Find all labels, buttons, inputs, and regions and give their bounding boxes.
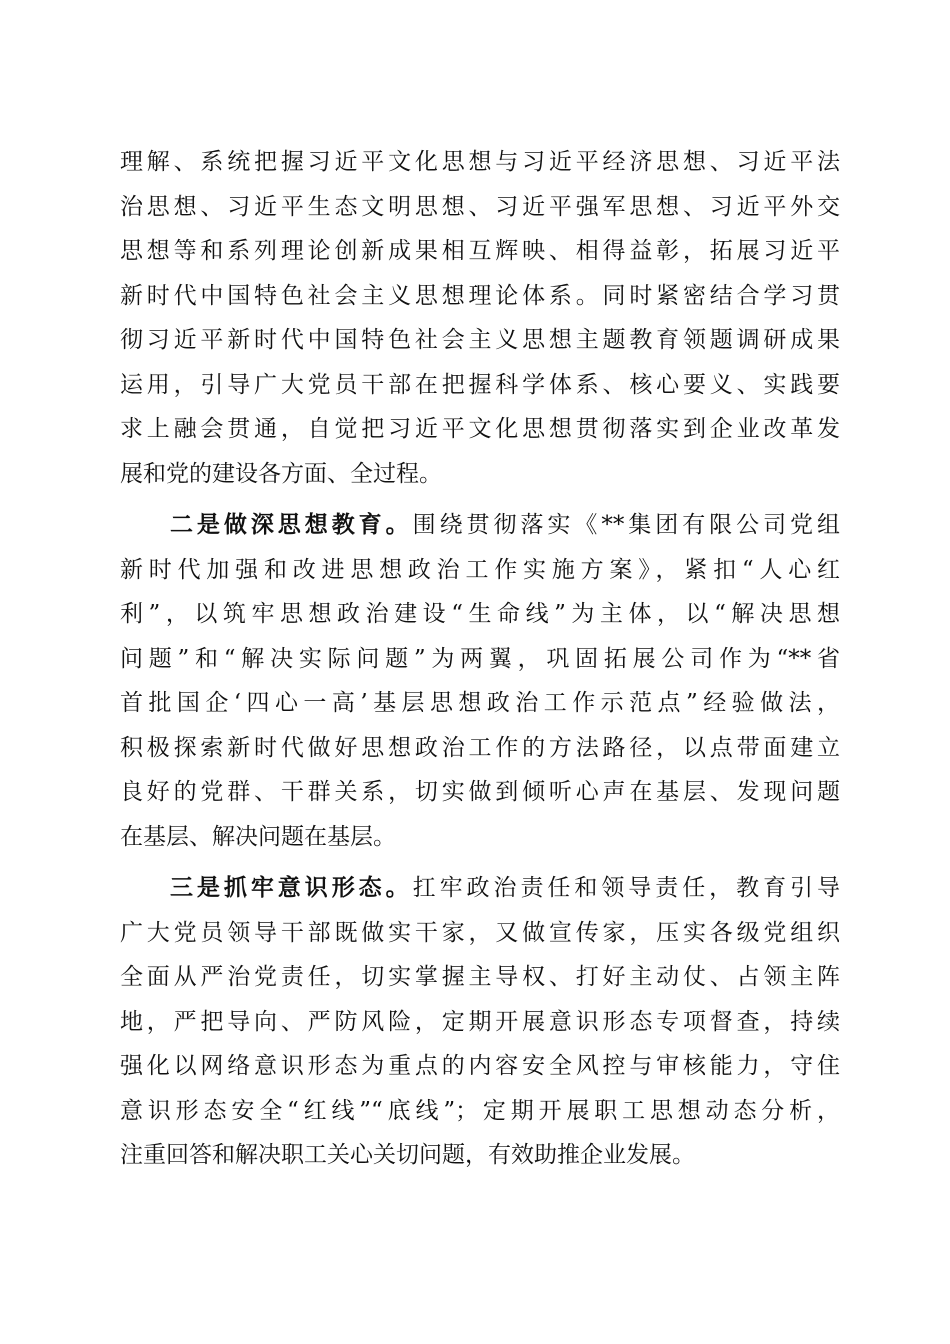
paragraph-line: 理解、系统把握习近平文化思想与习近平经济思想、习近平法 [120,149,840,175]
paragraph-line: 新时代中国特色社会主义思想理论体系。同时紧密结合学习贯 [120,282,840,309]
paragraph-line: 运用，引导广大党员干部在把握科学体系、核心要义、实践要 [120,371,840,398]
paragraph-line: 意识形态安全“红线”“底线”；定期开展职工思想动态分析， [120,1097,840,1124]
paragraph-line: 新时代加强和改进思想政治工作实施方案》，紧扣“人心红 [120,556,840,583]
paragraph-line: 在基层、解决问题在基层。 [120,823,396,850]
paragraph-line: 治思想、习近平生态文明思想、习近平强军思想、习近平外交 [120,193,840,220]
paragraph-1 [120,140,840,496]
paragraph-line: 展和党的建设各方面、全过程。 [120,460,442,487]
paragraph-first-line [120,866,840,911]
paragraph-line: 良好的党群、干群关系，切实做到倾听心声在基层、发现问题 [120,779,840,805]
paragraph-line: 地，严把导向、严防风险，定期开展意识形态专项督查，持续 [120,1008,840,1035]
paragraph-lead-heading: 二是做深思想教育。 [166,511,413,538]
document-body [120,140,840,1178]
paragraph-first-line [120,503,840,548]
paragraph-line: 问题”和“解决实际问题”为两翼，巩固拓展公司作为“**省 [120,645,840,672]
paragraph-line: 求上融会贯通，自觉把习近平文化思想贯彻落实到企业改革发 [120,416,840,442]
paragraph-3 [120,866,840,1178]
paragraph-line: 注重回答和解决职工关心关切问题，有效助推企业发展。 [120,1142,695,1168]
paragraph-spacer [120,496,840,503]
paragraph-line: 全面从严治党责任，切实掌握主导权、打好主动仗、占领主阵 [120,964,840,990]
paragraph-line: 利”，以筑牢思想政治建设“生命线”为主体，以“解决思想 [120,601,840,627]
paragraph-2 [120,503,840,859]
paragraph-lead-heading: 三是抓牢意识形态。 [166,874,413,901]
paragraph-line: 首批国企‘四心一高’基层思想政治工作示范点”经验做法， [120,690,840,716]
paragraph-line: 广大党员领导干部既做实干家，又做宣传家，压实各级党组织 [120,919,840,946]
paragraph-first-line-text: 围绕贯彻落实《**集团有限公司党组 [412,512,841,538]
paragraph-line: 积极探索新时代做好思想政治工作的方法路径，以点带面建立 [120,734,840,761]
paragraph-spacer [120,859,840,866]
paragraph-first-line-text: 扛牢政治责任和领导责任，教育引导 [412,875,841,901]
paragraph-line: 思想等和系列理论创新成果相互辉映、相得益彰，拓展习近平 [120,238,840,264]
paragraph-line: 彻习近平新时代中国特色社会主义思想主题教育领题调研成果 [120,327,840,353]
paragraph-line: 强化以网络意识形态为重点的内容安全风控与审核能力，守住 [120,1053,840,1079]
